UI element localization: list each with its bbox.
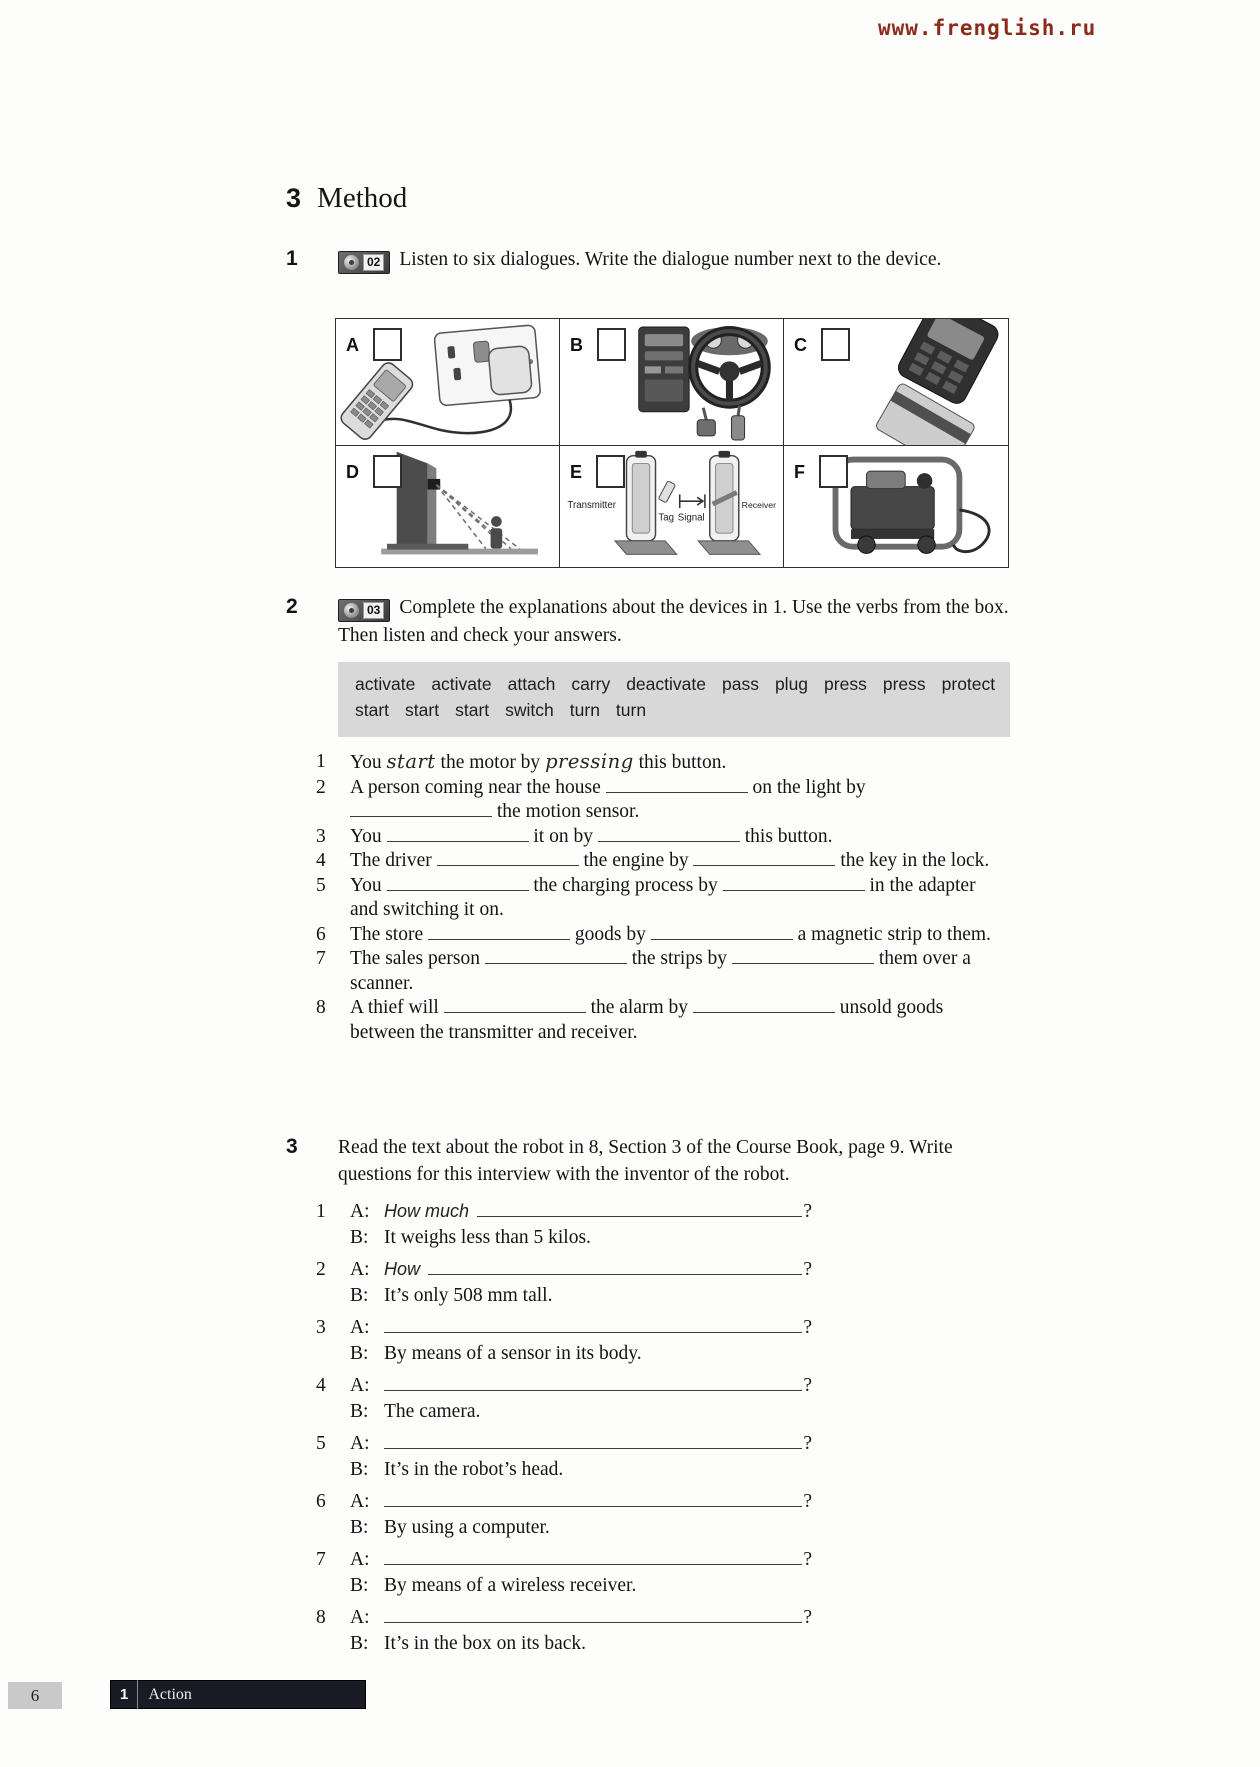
answer-blank[interactable] <box>384 1493 802 1507</box>
answer-blank[interactable] <box>598 828 740 842</box>
device-letter-d: D <box>346 462 359 482</box>
word-box-word: activate <box>431 674 492 694</box>
question-line <box>384 1547 812 1573</box>
answer-blank[interactable] <box>485 950 627 964</box>
word-box-word: press <box>882 674 926 694</box>
exercise3-items <box>316 1199 1046 1657</box>
exercise1-number: 1 <box>286 247 298 270</box>
device-cell-a <box>336 319 560 446</box>
item-number: 1 <box>316 1201 326 1222</box>
dialogue-answer-row <box>316 1341 1046 1367</box>
question-line <box>384 1315 812 1341</box>
answer-text: By means of a sensor in its body. <box>384 1343 642 1364</box>
answer-blank[interactable] <box>606 779 748 793</box>
dialogue-question-row <box>316 1199 1046 1225</box>
device-cell-c <box>784 319 1008 446</box>
question-mark: ? <box>803 1549 812 1570</box>
exercise2-item <box>316 996 1026 1045</box>
item-text: A thief will the alarm by unsold goods between the transmitter and receiver. <box>350 997 944 1043</box>
item-number: 1 <box>316 751 326 772</box>
answer-text: It weighs less than 5 kilos. <box>384 1227 591 1248</box>
exercise1-header <box>286 246 1018 274</box>
device-letter-b: B <box>570 335 583 355</box>
item-number: 3 <box>316 1317 326 1338</box>
speaker-label-a: A: <box>350 1607 370 1628</box>
cd-icon <box>344 603 359 618</box>
question-line <box>384 1373 812 1399</box>
speaker-label-b: B: <box>350 1633 369 1654</box>
device-cell-b <box>560 319 784 446</box>
item-number: 5 <box>316 874 326 896</box>
word-box-word: turn <box>615 700 647 720</box>
answer-blank[interactable] <box>384 1435 802 1449</box>
word-box-word: carry <box>571 674 611 694</box>
answer-blank[interactable] <box>723 877 865 891</box>
answer-blank[interactable] <box>387 828 529 842</box>
word-box-word: press <box>824 674 867 694</box>
answer-text: It’s in the box on its back. <box>384 1633 587 1654</box>
page-number <box>8 1682 62 1709</box>
dialogue-question-row <box>316 1257 1046 1283</box>
answer-text: By means of a wireless receiver. <box>384 1575 637 1596</box>
dialogue-number-box-b[interactable] <box>597 328 626 361</box>
audio-track-number: 02 <box>363 254 384 271</box>
speaker-label-b: B: <box>350 1343 369 1364</box>
exercise2-header <box>286 594 1026 649</box>
question-line <box>384 1199 812 1225</box>
speaker-label-a: A: <box>350 1491 370 1512</box>
question-mark: ? <box>803 1491 812 1512</box>
device-cell-e <box>560 446 784 567</box>
question-mark: ? <box>803 1433 812 1454</box>
exercise2-item <box>316 874 1026 923</box>
speaker-label-b: B: <box>350 1401 369 1422</box>
word-box-word: protect <box>941 674 996 694</box>
speaker-label-a: A: <box>350 1201 370 1222</box>
device-letter-c: C <box>794 335 807 355</box>
item-number: 2 <box>316 1259 326 1280</box>
page-number-text: 6 <box>30 1685 40 1705</box>
exercise1-instruction-block <box>338 246 1018 274</box>
device-cell-f <box>784 446 1008 567</box>
word-box-word: activate <box>355 674 416 694</box>
answer-blank[interactable] <box>732 950 874 964</box>
item-number: 2 <box>316 776 326 798</box>
exercise3-instruction-block <box>338 1134 1030 1188</box>
item-number: 8 <box>316 997 326 1018</box>
item-number: 3 <box>316 825 326 847</box>
answer-blank[interactable] <box>693 852 835 866</box>
instruction-text: Listen to six dialogues. Write the dialogue number next to the device. <box>399 249 942 270</box>
dialogue-answer-row <box>316 1457 1046 1483</box>
word-box <box>338 662 1010 737</box>
exercise2-item <box>316 923 1026 948</box>
question-mark: ? <box>803 1607 812 1628</box>
item-number: 4 <box>316 850 326 871</box>
device-letter-e: E <box>570 462 583 482</box>
dialogue-answer-row <box>316 1515 1046 1541</box>
question-line <box>384 1257 812 1283</box>
speaker-label-b: B: <box>350 1459 369 1480</box>
item-text: The store goods by a magnetic strip to them. <box>350 923 991 945</box>
answer-text: The camera. <box>384 1401 481 1422</box>
question-prompt: How <box>384 1259 421 1279</box>
dialogue-number-box-f[interactable] <box>819 455 848 488</box>
answer-blank[interactable] <box>428 926 570 940</box>
answer-blank[interactable] <box>384 1377 802 1391</box>
speaker-label-a: A: <box>350 1549 370 1570</box>
question-mark: ? <box>803 1201 812 1222</box>
instruction-text: Complete the explanations about the devices in 1. Use the verbs from the box. Then listen and check your answers. <box>338 597 1009 646</box>
answer-blank[interactable] <box>387 877 529 891</box>
dialogue-answer-row <box>316 1283 1046 1309</box>
exercise2-item <box>316 947 1026 996</box>
dialogue-question-row <box>316 1547 1046 1573</box>
item-text: You it on by this button. <box>350 825 833 847</box>
handwritten-answer: start <box>386 750 436 773</box>
word-box-word: plug <box>774 674 809 694</box>
dialogue-question-row <box>316 1431 1046 1457</box>
audio-icon[interactable] <box>338 251 390 274</box>
dialogue-answer-row <box>316 1573 1046 1599</box>
cd-icon <box>344 255 359 270</box>
answer-blank[interactable] <box>428 1261 802 1275</box>
word-box-line <box>355 673 996 699</box>
dialogue-number-box-c[interactable] <box>821 328 850 361</box>
answer-blank[interactable] <box>384 1551 802 1565</box>
device-letter-f: F <box>794 462 805 482</box>
item-number: 6 <box>316 1491 326 1512</box>
device-grid <box>335 318 1009 568</box>
item-text: The driver the engine by the key in the lock. <box>350 850 990 871</box>
item-text: You the charging process by in the adapter and switching it on. <box>350 874 976 920</box>
exercise2-item <box>316 750 1026 776</box>
word-box-word: start <box>355 700 390 720</box>
speaker-label-a: A: <box>350 1433 370 1454</box>
item-number: 7 <box>316 948 326 969</box>
page-title: Method <box>317 182 408 214</box>
item-text: A person coming near the house on the light by the motion sensor. <box>350 776 866 822</box>
question-line <box>384 1605 812 1631</box>
dialogue-number-box-a[interactable] <box>373 328 402 361</box>
word-box-word: switch <box>505 700 554 720</box>
word-box-line <box>355 699 993 725</box>
dialogue-item <box>316 1489 1046 1541</box>
word-box-word: attach <box>507 674 556 694</box>
item-number: 7 <box>316 1549 326 1570</box>
audio-icon[interactable] <box>338 599 390 622</box>
exercise3-header <box>286 1134 1046 1188</box>
receiver-label: Receiver <box>741 499 777 510</box>
exercise2-items <box>316 750 1026 1045</box>
dialogue-question-row <box>316 1605 1046 1631</box>
exercise2-number: 2 <box>286 595 298 618</box>
answer-text: By using a computer. <box>384 1517 550 1538</box>
answer-blank[interactable] <box>444 999 586 1013</box>
answer-blank[interactable] <box>384 1319 802 1333</box>
watermark: www.frenglish.ru <box>878 16 1097 40</box>
speaker-label-b: B: <box>350 1285 369 1306</box>
question-line <box>384 1431 812 1457</box>
unit-number: 1 <box>111 1680 138 1709</box>
answer-blank[interactable] <box>384 1609 802 1623</box>
item-number: 8 <box>316 1607 326 1628</box>
exercise3 <box>286 1134 1046 1663</box>
speaker-label-b: B: <box>350 1517 369 1538</box>
word-box-word: start <box>455 700 490 720</box>
dialogue-item <box>316 1257 1046 1309</box>
dialogue-answer-row <box>316 1631 1046 1657</box>
section-number: 3 <box>286 183 302 213</box>
device-letter-a: A <box>346 335 359 355</box>
exercise2-item <box>316 825 1026 850</box>
word-box-word: turn <box>569 700 600 720</box>
dialogue-item <box>316 1373 1046 1425</box>
speaker-label-a: A: <box>350 1259 370 1280</box>
question-mark: ? <box>803 1375 812 1396</box>
dialogue-item <box>316 1431 1046 1483</box>
question-mark: ? <box>803 1317 812 1338</box>
section-heading <box>286 182 407 215</box>
speaker-label-b: B: <box>350 1227 369 1248</box>
exercise2 <box>286 594 1026 1045</box>
exercise2-item <box>316 849 1026 874</box>
dialogue-item <box>316 1605 1046 1657</box>
item-number: 4 <box>316 1375 326 1396</box>
answer-text: It’s in the robot’s head. <box>384 1459 564 1480</box>
dialogue-item <box>316 1547 1046 1599</box>
transmitter-label: Transmitter <box>567 499 616 511</box>
speaker-label-a: A: <box>350 1375 370 1396</box>
dialogue-number-box-e[interactable] <box>596 455 625 488</box>
dialogue-number-box-d[interactable] <box>373 455 402 488</box>
handwritten-answer: pressing <box>545 750 634 773</box>
answer-text: It’s only 508 mm tall. <box>384 1285 553 1306</box>
dialogue-question-row <box>316 1489 1046 1515</box>
item-text: The sales person the strips by them over a scanner. <box>350 948 971 994</box>
question-line <box>384 1489 812 1515</box>
dialogue-question-row <box>316 1373 1046 1399</box>
word-box-word: pass <box>721 674 759 694</box>
word-box-word: start <box>405 700 440 720</box>
dialogue-answer-row <box>316 1225 1046 1251</box>
answer-blank[interactable] <box>651 926 793 940</box>
dialogue-question-row <box>316 1315 1046 1341</box>
speaker-label-a: A: <box>350 1317 370 1338</box>
speaker-label-b: B: <box>350 1575 369 1596</box>
signal-label: Signal <box>677 512 705 524</box>
unit-title: Action <box>148 1685 192 1703</box>
device-cell-d <box>336 446 560 567</box>
dialogue-answer-row <box>316 1399 1046 1425</box>
word-box-word: deactivate <box>626 674 706 694</box>
unit-footer <box>110 1680 366 1709</box>
instruction-text: Read the text about the robot in 8, Section 3 of the Course Book, page 9. Write questions for this interview with the inventor of the robot. <box>338 1137 953 1185</box>
audio-track-number: 03 <box>363 602 384 619</box>
exercise2-instruction-block <box>338 594 1018 649</box>
item-text: You start the motor by pressing this button. <box>350 750 727 773</box>
dialogue-item <box>316 1199 1046 1251</box>
question-mark: ? <box>803 1259 812 1280</box>
exercise3-number: 3 <box>286 1135 298 1158</box>
dialogue-item <box>316 1315 1046 1367</box>
tag-label: Tag <box>658 512 675 524</box>
answer-blank[interactable] <box>437 852 579 866</box>
question-prompt: How much <box>384 1201 470 1221</box>
item-number: 6 <box>316 923 326 945</box>
answer-blank[interactable] <box>693 999 835 1013</box>
exercise2-item <box>316 776 1026 825</box>
answer-blank[interactable] <box>477 1203 802 1217</box>
item-number: 5 <box>316 1433 326 1454</box>
answer-blank[interactable] <box>350 803 492 817</box>
